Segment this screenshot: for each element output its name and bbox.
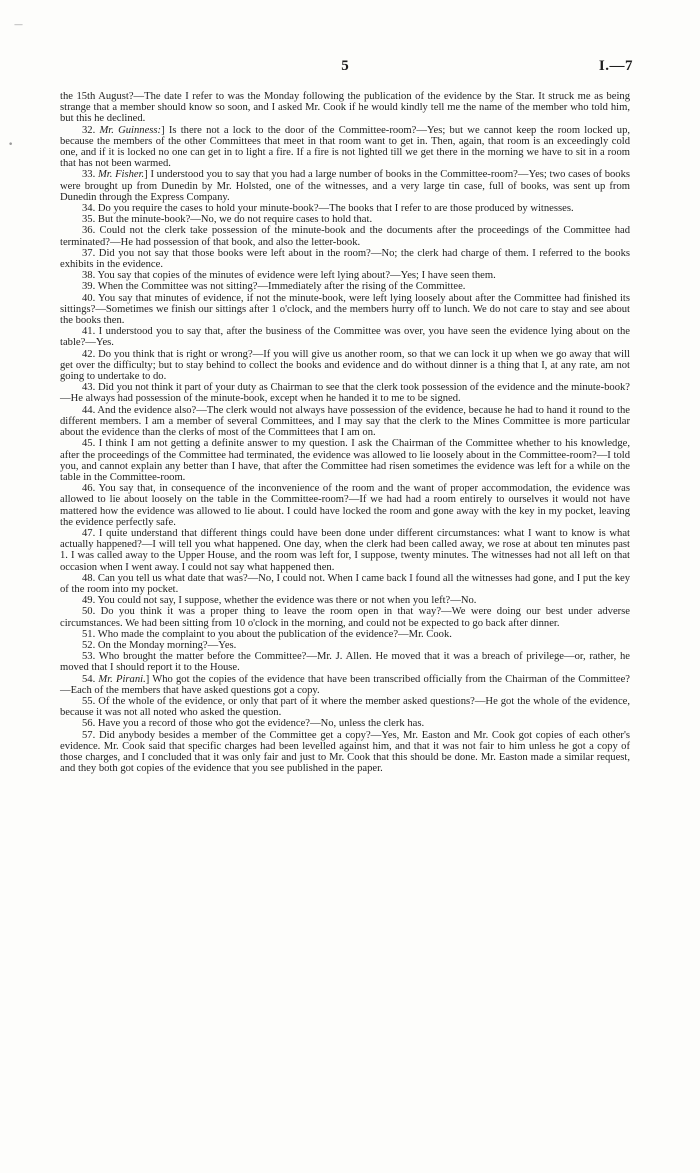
paragraph-text: 49. You could not say, I suppose, whether the evidence was there or not when you left?—No. — [82, 595, 477, 607]
paragraph — [60, 674, 630, 696]
paragraph-text: ] Who got the copies of the evidence that have been transcribed officially from the Chairman of the Committee?—Each of the members that have asked questions got a copy. — [60, 673, 630, 696]
paragraph — [60, 573, 630, 595]
paragraph — [60, 629, 630, 640]
page-number: 5 — [341, 58, 349, 74]
question-number: 32. — [82, 124, 100, 136]
margin-mark-top: — — [14, 20, 23, 30]
paragraph-text: 34. Do you require the cases to hold your minute-book?—The books that I refer to are those produced by witnesses. — [82, 203, 574, 215]
paragraph — [60, 640, 630, 651]
paragraph — [60, 203, 630, 214]
paragraph — [60, 696, 630, 718]
paragraph-text: 48. Can you tell us what date that was?—No, I could not. When I came back I found all the witnesses had gone, and I put the key of the room into my pocket. — [60, 572, 630, 595]
paragraph-text: 52. On the Monday morning?—Yes. — [82, 639, 237, 651]
paragraph-text: 55. Of the whole of the evidence, or only that part of it where the member asked questions?—He got the whole of the evidence, because it was not all noted who asked the question. — [60, 695, 630, 719]
paragraph-text: 45. I think I am not getting a definite answer to my question. I ask the Chairman of the Committee whether to his knowledge, after the proceedings of the Committee had terminated, the evidence was allowed to lie loosely about in the Committee-room?—I told you, and cannot explain any better than I have, that after the Committee had risen sometimes the evidence was left for a while on the table in the Committee-room. — [60, 438, 630, 483]
question-number: 33. — [82, 169, 98, 181]
paragraph-text: 46. You say that, in consequence of the inconvenience of the room and the want of proper accommodation, the evidence was allowed to lie about loosely on the table in the Committee-room?—If we had had a room entirely to ourselves it would not have mattered how the evidence was allowed to lie about. I could have locked the room and gone away with the key in my pocket, leaving the evidence perfectly safe. — [60, 483, 630, 528]
paragraph — [60, 382, 630, 404]
paragraph — [60, 248, 630, 270]
paragraph-text: 42. Do you think that is right or wrong?—If you will give us another room, so that we can lock it up when we go away that will get over the difficulty; but to stay behind to collect the books and evidence and do without dinner is a thing that I, at any rate, am not going to undertake to do. — [60, 348, 630, 383]
paragraph — [60, 91, 630, 125]
paragraph — [60, 718, 630, 729]
question-number: 54. — [82, 673, 99, 685]
document-reference: I.—7 — [598, 58, 633, 74]
paragraph — [60, 281, 630, 292]
paragraph-text: 50. Do you think it was a proper thing to leave the room open in that way?—We were doing our best under adverse circumstances. We had been sitting from 10 o'clock in the morning, and could not be expected to go back after dinner. — [60, 606, 630, 629]
paragraph — [60, 606, 630, 628]
paragraph-text: 43. Did you not think it part of your duty as Chairman to see that the clerk took possession of the evidence and the minute-book?—He always had possession of the minute-book, except when he handed it to me to be signed. — [60, 382, 630, 405]
speaker-name: Mr. Pirani. — [98, 673, 146, 685]
paragraph — [60, 651, 630, 673]
paragraph-text: 35. But the minute-book?—No, we do not require cases to hold that. — [82, 214, 373, 226]
paragraph — [60, 405, 630, 439]
paragraph-text: 39. When the Committee was not sitting?—Immediately after the rising of the Committee. — [82, 281, 466, 293]
speaker-name: Mr. Guinness: — [99, 124, 162, 136]
paragraph — [60, 225, 630, 247]
speaker-name: Mr. Fisher. — [97, 169, 145, 181]
paragraph — [60, 730, 630, 775]
paragraph — [60, 438, 630, 483]
paragraph-text: 51. Who made the complaint to you about the publication of the evidence?—Mr. Cook. — [82, 628, 452, 640]
paragraph-text: 56. Have you a record of those who got the evidence?—No, unless the clerk has. — [82, 718, 425, 730]
paragraph-text: the 15th August?—The date I refer to was the Monday following the publication of the evidence by the Star. It struck me as being strange that a member should know so soon, and I asked Mr. Cook if he would kindly tell me the name of the member who told him, but this he declined. — [60, 91, 630, 125]
paragraph-text: 53. Who brought the matter before the Committee?—Mr. J. Allen. He moved that it was a breach of privilege—or, rather, he moved that I should report it to the House. — [60, 651, 630, 674]
margin-mark-left: • — [8, 140, 14, 150]
document-body — [60, 91, 630, 774]
paragraph-text: 40. You say that minutes of evidence, if not the minute-book, were left lying loosely about after the Committee had finished its sittings?—Sometimes we finish our sittings after 1 o'clock, and the members hurry off to lunch. We do not care to stay and see about the books then. — [60, 292, 630, 327]
paragraph-text: ] Is there not a lock to the door of the Committee-room?—Yes; but we cannot keep the room locked up, because the members of the other Committees that meet in that room want to get in. Then, again, that room is an exceedingly cold one, and if it is locked no one can get in to light a fire. If a fire is not lighted till we get there in the morning we have to sit in a room that has not been warmed. — [60, 124, 631, 170]
paragraph-text: 38. You say that copies of the minutes of evidence were left lying about?—Yes; I have seen them. — [82, 270, 496, 282]
paragraph — [60, 125, 630, 170]
paragraph-text: 57. Did anybody besides a member of the Committee get a copy?—Yes, Mr. Easton and Mr. Cook got copies of each other's evidence. Mr. Cook said that specific charges had been levelled against him, and that it was not fair to him unless he got a copy of those charges, and I concluded that it was only fair and just to Mr. Cook that this should be done. Mr. Easton made a similar request, and they both got copies of the evidence that you see published in the paper. — [60, 729, 630, 775]
paragraph — [60, 483, 630, 528]
paragraph-text: 37. Did you not say that those books were left about in the room?—No; the clerk had charge of them. I referred to the books exhibits in the evidence. — [60, 247, 630, 271]
paragraph-text: 44. And the evidence also?—The clerk would not always have possession of the evidence, because he had to hand it round to the different members. I am a member of several Committees, and I may say that the clerk to the Mines Committee is more particular about the evidence than the clerks of most of the Committees that I am on. — [60, 404, 630, 439]
paragraph — [60, 595, 630, 606]
paragraph-text: 36. Could not the clerk take possession of the minute-book and the documents after the proceedings of the Committee had terminated?—He had possession of that book, and also the letter-book. — [60, 225, 630, 248]
paragraph — [60, 169, 630, 203]
paragraph — [60, 528, 630, 573]
page-header — [60, 58, 633, 78]
paragraph — [60, 293, 630, 327]
paragraph-text: 41. I understood you to say that, after the business of the Committee was over, you have seen the evidence lying about on the table?—Yes. — [60, 326, 630, 349]
paragraph — [60, 326, 630, 348]
paragraph — [60, 270, 630, 281]
paragraph — [60, 214, 630, 225]
paragraph — [60, 349, 630, 383]
paragraph-text: ] I understood you to say that you had a large number of books in the Committee-room?—Yes; two cases of books were brought up from Dunedin by Mr. Holsted, one of the witnesses, and a very large tin case, full of books, was sent up from Dunedin through the Express Company. — [60, 169, 631, 203]
paragraph-text: 47. I quite understand that different things could have been done under different circumstances: what I want to know is what actually happened?—I will tell you what happened. One day, when the clerk had been called away, we rose at about ten minutes past 1. I was called away to the Upper House, and the room was left for, I suppose, twenty minutes. The witnesses had not all left on that occasion when I went away. I could not say what happened then. — [60, 527, 630, 573]
